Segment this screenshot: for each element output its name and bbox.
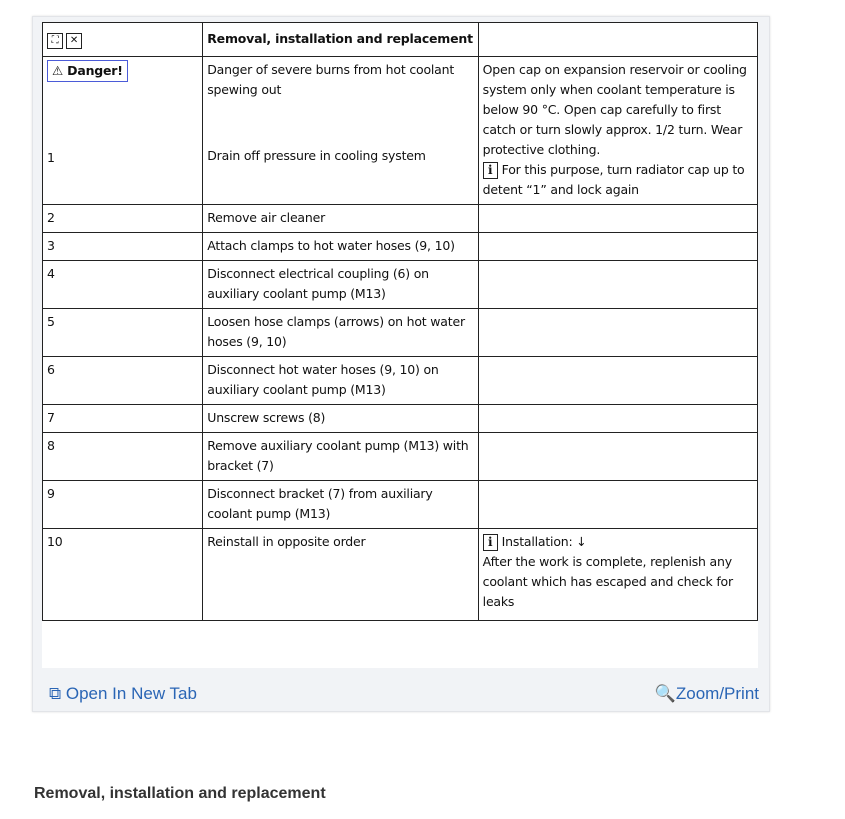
info-icon: i	[483, 162, 498, 179]
table-row: 8 Remove auxiliary coolant pump (M13) with bracket (7)	[43, 433, 758, 481]
table-row: 6 Disconnect hot water hoses (9, 10) on auxiliary coolant pump (M13)	[43, 357, 758, 405]
section-heading: Removal, installation and replacement	[34, 785, 326, 802]
table-row: 4 Disconnect electrical coupling (6) on auxiliary coolant pump (M13)	[43, 261, 758, 309]
table-row: 9 Disconnect bracket (7) from auxiliary coolant pump (M13)	[43, 481, 758, 529]
zoom-print-link[interactable]: 🔍Zoom/Print	[654, 684, 759, 703]
table-row: 5 Loosen hose clamps (arrows) on hot water hoses (9, 10)	[43, 309, 758, 357]
table-row: 2 Remove air cleaner	[43, 205, 758, 233]
table-header-row	[43, 23, 758, 57]
table-row: 3 Attach clamps to hot water hoses (9, 10)	[43, 233, 758, 261]
new-tab-icon: ⧉	[49, 684, 62, 703]
viewer-footer	[33, 677, 769, 711]
expand-icon: ⛶	[47, 33, 63, 49]
procedure-table	[42, 22, 758, 621]
open-new-tab-link[interactable]: ⧉ Open In New Tab	[49, 684, 197, 703]
document-image	[42, 22, 758, 668]
zoom-icon: 🔍	[654, 684, 676, 703]
document-viewer	[32, 16, 770, 712]
table-row: 10 Reinstall in opposite order i Installation: ↓ After the work is complete, replenish any coolant which has escaped and check for leaks	[43, 529, 758, 621]
danger-row: ⚠ Danger! 1 Danger of severe burns from hot coolant spewing out Drain off pressure in cooling system Open cap on expansion reservoir or cooling system only when coolant temperature is below 90 °C. Open cap carefully to first catch or turn slowly approx. 1/2 turn. Wear protective clothing. i For this purpose, turn radiator cap up to detent “1” and lock again	[43, 57, 758, 205]
collapse-icon: ✕	[66, 33, 82, 49]
table-row: 7 Unscrew screws (8)	[43, 405, 758, 433]
warning-icon: ⚠	[52, 63, 64, 78]
table-title: Removal, installation and replacement	[207, 31, 473, 46]
danger-badge: ⚠ Danger!	[47, 60, 128, 82]
info-icon: i	[483, 534, 498, 551]
